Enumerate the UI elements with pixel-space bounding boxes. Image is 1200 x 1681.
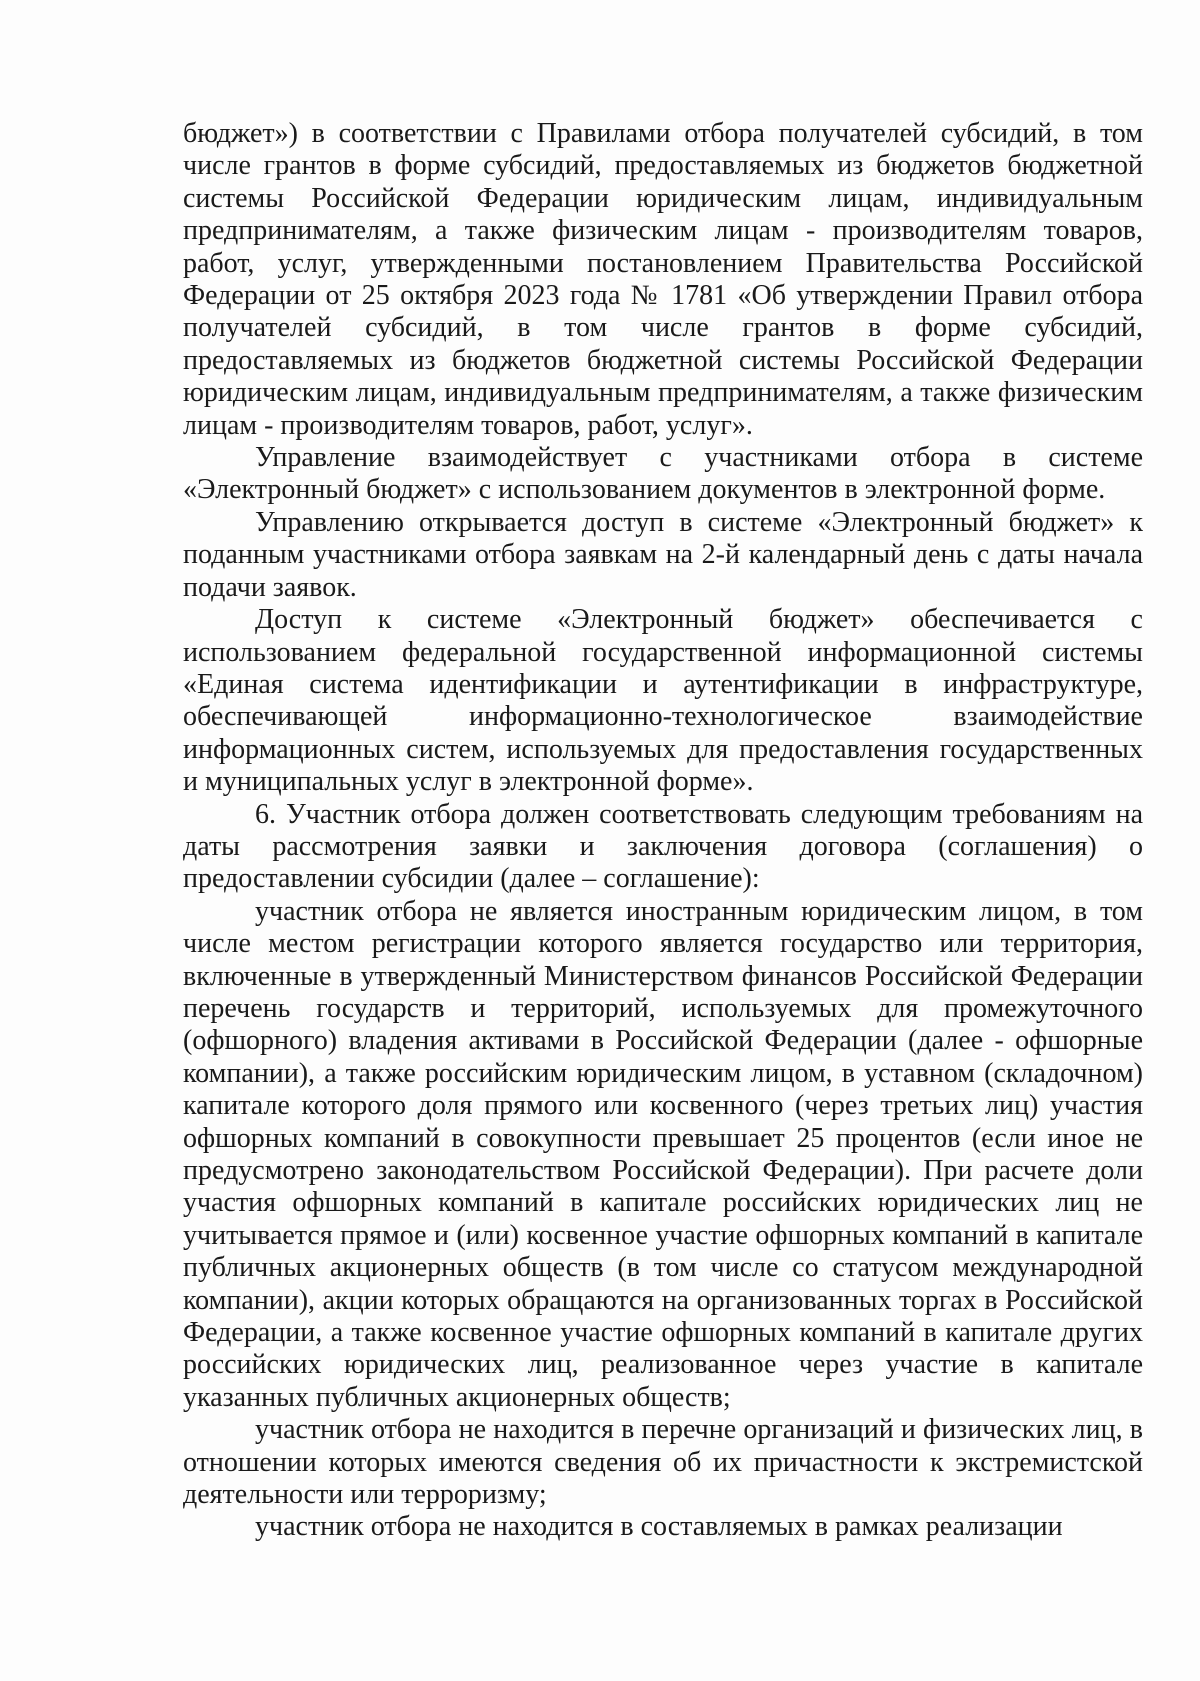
paragraph-6: участник отбора не является иностранным юридическим лицом, в том числе местом регистрации которого является государство или территория, включенные в утвержденный Министерством финансов Российской Федерации перечень государств и территорий, используемых для промежуточного (офшорного) владения активами в Российской Федерации (далее - офшорные компании), а также российским юридическим лицом, в уставном (складочном) капитале которого доля прямого или косвенного (через третьих лиц) участия офшорных компаний в совокупности превышает 25 процентов (если иное не предусмотрено законодательством Российской Федерации). При расчете доли участия офшорных компаний в капитале российских юридических лиц не учитывается прямое и (или) косвенное участие офшорных компаний в капитале публичных акционерных обществ (в том числе со статусом международной компании), акции которых обращаются на организованных торгах в Российской Федерации, а также косвенное участие офшорных компаний в капитале других российских юридических лиц, реализованное через участие в капитале указанных публичных акционерных обществ; — [183, 895, 1143, 1413]
paragraph-5: 6. Участник отбора должен соответствовать следующим требованиям на даты рассмотрения заявки и заключения договора (соглашения) о предоставлении субсидии (далее – соглашение): — [183, 798, 1143, 895]
paragraph-2: Управление взаимодействует с участниками отбора в системе «Электронный бюджет» с использованием документов в электронной форме. — [183, 442, 1143, 506]
paragraph-4: Доступ к системе «Электронный бюджет» обеспечивается с использованием федеральной государственной информационной системы «Единая система идентификации и аутентификации в инфраструктуре, обеспечивающей информационно-технологическое взаимодействие информационных систем, используемых для предоставления государственных и муниципальных услуг в электронной форме». — [183, 604, 1143, 798]
document-body — [183, 118, 1143, 1544]
paragraph-3: Управлению открывается доступ в системе «Электронный бюджет» к поданным участниками отбора заявкам на 2-й календарный день с даты начала подачи заявок. — [183, 506, 1143, 603]
paragraph-7: участник отбора не находится в перечне организаций и физических лиц, в отношении которых имеются сведения об их причастности к экстремистской деятельности или терроризму; — [183, 1414, 1143, 1511]
paragraph-1: бюджет») в соответствии с Правилами отбора получателей субсидий, в том числе грантов в форме субсидий, предоставляемых из бюджетов бюджетной системы Российской Федерации юридическим лицам, индивидуальным предпринимателям, а также физическим лицам - производителям товаров, работ, услуг, утвержденными постановлением Правительства Российской Федерации от 25 октября 2023 года № 1781 «Об утверждении Правил отбора получателей субсидий, в том числе грантов в форме субсидий, предоставляемых из бюджетов бюджетной системы Российской Федерации юридическим лицам, индивидуальным предпринимателям, а также физическим лицам - производителям товаров, работ, услуг». — [183, 118, 1143, 441]
paragraph-8: участник отбора не находится в составляемых в рамках реализации — [255, 1511, 1063, 1543]
